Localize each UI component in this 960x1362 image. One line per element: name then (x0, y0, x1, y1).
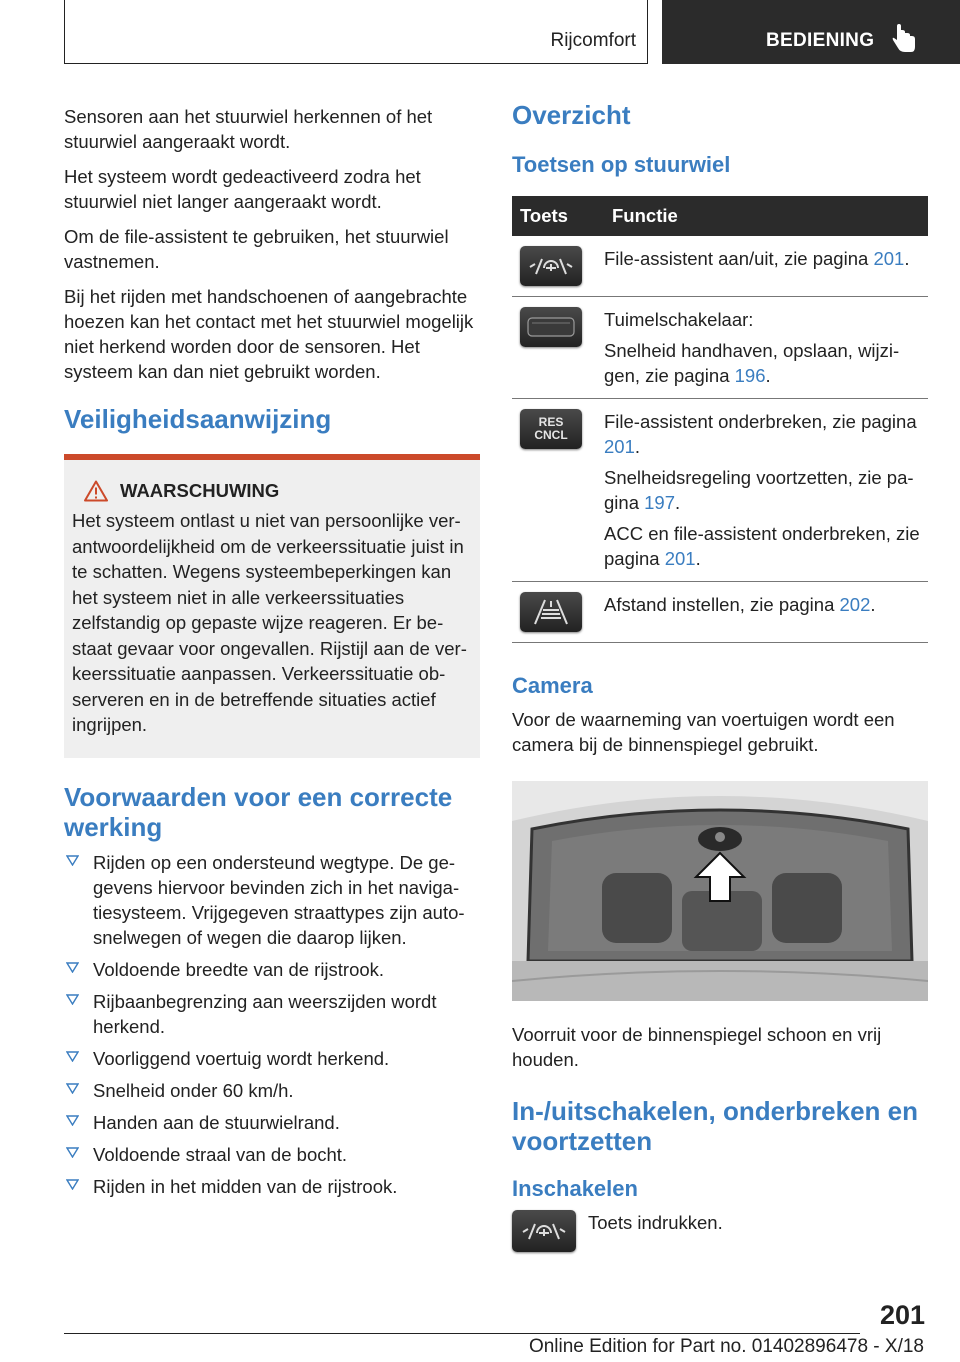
header-section-title: Rijcomfort (550, 30, 636, 51)
key-label: RES (538, 415, 564, 429)
left-column (64, 104, 480, 1206)
list-item (64, 1174, 480, 1199)
key-cell (512, 399, 604, 582)
intro-paragraph: Bij het rijden met handschoenen of aangebrachte hoezen kan het contact met het stuurwiel mogelijk niet herkend worden door de sensoren. Het systeem kan dan niet gebruikt worden. (64, 286, 474, 382)
warning-text: Het systeem ontlast u niet van persoonlijke verantwoordelijkheid om de verkeerssituatie juist in te schatten. Wegens systeembeperkingen kan het systeem niet in alle verkeerssituaties zelfstandig op gepaste wijze reageren. Er bestaat gevaar voor ongevallen. Rijstijl aan de verkeerssituatie aanpassen. Verkeerssituatie observeren en in de betreffende situaties actief ingrijpen. (72, 510, 467, 735)
distance-symbol-icon (531, 598, 571, 626)
key-cell (512, 236, 604, 297)
function-end: . (695, 548, 701, 569)
function-text: Afstand instellen, zie pagina (604, 594, 840, 615)
list-item (64, 1110, 480, 1135)
bullet-triangle-icon (66, 1050, 79, 1062)
page-link[interactable]: 196 (734, 365, 766, 386)
table-row (512, 297, 928, 399)
list-item-text: Rijden op een ondersteund wegtype. De gegevens hiervoor bevinden zich in het navigatiesysteem. Vrijgegeven straattypes zijn autosnelwegen of wegen die daarop lijken. (93, 851, 465, 948)
warning-title-row (84, 480, 472, 502)
bullet-triangle-icon (66, 961, 79, 973)
camera-heading: Camera (512, 673, 593, 698)
function-end: . (765, 365, 771, 386)
function-end: . (675, 492, 681, 513)
function-end: . (634, 436, 641, 457)
camera-caption: Voorruit voor de binnenspiegel schoon en vrij houden. (512, 1024, 882, 1070)
function-cell (604, 297, 928, 399)
header-chapter-title: BEDIENING (766, 30, 875, 51)
list-item-text: Rijden in het midden van de rijstrook. (93, 1175, 398, 1197)
function-cell (604, 399, 928, 582)
conditions-list (64, 850, 480, 1199)
footer-edition: Online Edition for Part no. 01402896478 - X/18 (528, 1336, 924, 1357)
bullet-triangle-icon (66, 1082, 79, 1094)
windshield-camera-image (512, 781, 928, 1001)
table-row (512, 582, 928, 643)
switch-on-heading: Inschakelen (512, 1176, 638, 1201)
file-assistant-key-icon (520, 246, 582, 286)
list-item (64, 989, 480, 1039)
warning-box (64, 454, 480, 758)
keys-table (512, 196, 928, 643)
key-label: CNCL (534, 428, 568, 442)
bullet-triangle-icon (66, 854, 79, 866)
function-end: . (870, 594, 876, 615)
list-item-text: Voldoende straal van de bocht. (93, 1143, 348, 1165)
bullet-triangle-icon (66, 993, 79, 1005)
list-item (64, 850, 480, 950)
page-link[interactable]: 201 (604, 436, 635, 457)
function-end: . (904, 248, 910, 269)
function-line (604, 409, 928, 459)
key-cell (512, 582, 604, 643)
camera-text: Voor de waarneming van voertuigen wordt een camera bij de binnenspiegel gebruikt. (512, 709, 895, 755)
hand-pointer-icon (892, 24, 918, 54)
list-item (64, 957, 480, 982)
list-item-text: Voorliggend voertuig wordt herkend. (93, 1047, 390, 1069)
bullet-triangle-icon (66, 1114, 79, 1126)
function-line (604, 592, 928, 617)
steering-assist-symbol-icon (521, 1218, 567, 1244)
key-cell (512, 297, 604, 399)
table-row (512, 236, 928, 297)
list-item (64, 1142, 480, 1167)
intro-paragraph: Sensoren aan het stuurwiel herkennen of het stuurwiel aangeraakt wordt. (64, 106, 433, 152)
function-text: Snelheidsregeling voortzetten, zie pagina (604, 467, 914, 513)
steering-assist-symbol-icon (528, 253, 574, 279)
page-link[interactable]: 201 (873, 248, 905, 269)
list-item-text: Handen aan de stuurwielrand. (93, 1111, 340, 1133)
rocker-switch-icon (520, 307, 582, 347)
list-item (64, 1046, 480, 1071)
function-text: Tuimelschakelaar: (604, 309, 754, 330)
function-line (604, 338, 928, 388)
switch-heading: In-/uitschakelen, onderbreken en voortzetten (512, 1096, 918, 1156)
table-header-row (512, 196, 928, 236)
column-header-function: Functie (604, 196, 928, 236)
function-text: File-assistent aan/uit, zie pagina (604, 248, 874, 269)
intro-paragraph: Om de file-assistent te gebruiken, het stuurwiel vastnemen. (64, 226, 449, 272)
list-item-text: Snelheid onder 60 km/h. (93, 1079, 294, 1101)
table-row (512, 399, 928, 582)
right-column (512, 100, 928, 1252)
page-link[interactable]: 202 (839, 594, 871, 615)
conditions-heading: Voorwaarden voor een correcte werking (64, 781, 453, 842)
footer-divider (64, 1333, 860, 1334)
safety-heading: Veiligheidsaanwijzing (64, 404, 332, 434)
function-line (604, 465, 928, 515)
list-item-text: Rijbaanbegrenzing aan weerszijden wordt herkend. (93, 990, 437, 1037)
bullet-triangle-icon (66, 1178, 79, 1190)
res-cncl-key-icon (520, 409, 582, 449)
bullet-triangle-icon (66, 1146, 79, 1158)
function-text: ACC en file-assistent onderbreken, zie pagina (604, 523, 920, 569)
column-header-key: Toets (512, 196, 604, 236)
list-item (64, 1078, 480, 1103)
function-text: Snelheid handhaven, opslaan, wijzigen, zie pagina (604, 340, 900, 386)
page-link[interactable]: 201 (664, 548, 696, 569)
switch-on-row (512, 1210, 928, 1252)
file-assistant-key-icon (512, 1210, 576, 1252)
function-line (604, 521, 928, 571)
keys-heading: Toetsen op stuurwiel (512, 152, 731, 177)
function-text: File-assistent onderbreken, zie pagina (604, 411, 917, 432)
warning-title: WAARSCHUWING (120, 480, 280, 501)
overview-heading: Overzicht (512, 100, 631, 130)
intro-paragraph: Het systeem wordt gedeactiveerd zodra het stuurwiel niet langer aangeraakt wordt. (64, 166, 421, 212)
function-cell (604, 236, 928, 297)
warning-triangle-icon (84, 480, 108, 502)
rocker-symbol-icon (526, 315, 576, 339)
function-line (604, 307, 928, 332)
switch-on-text: Toets indrukken. (588, 1212, 723, 1233)
function-cell (604, 582, 928, 643)
distance-key-icon (520, 592, 582, 632)
page-link[interactable]: 197 (644, 492, 675, 513)
page-number: 201 (880, 1300, 926, 1330)
function-line (604, 246, 928, 271)
list-item-text: Voldoende breedte van de rijstrook. (93, 958, 385, 980)
